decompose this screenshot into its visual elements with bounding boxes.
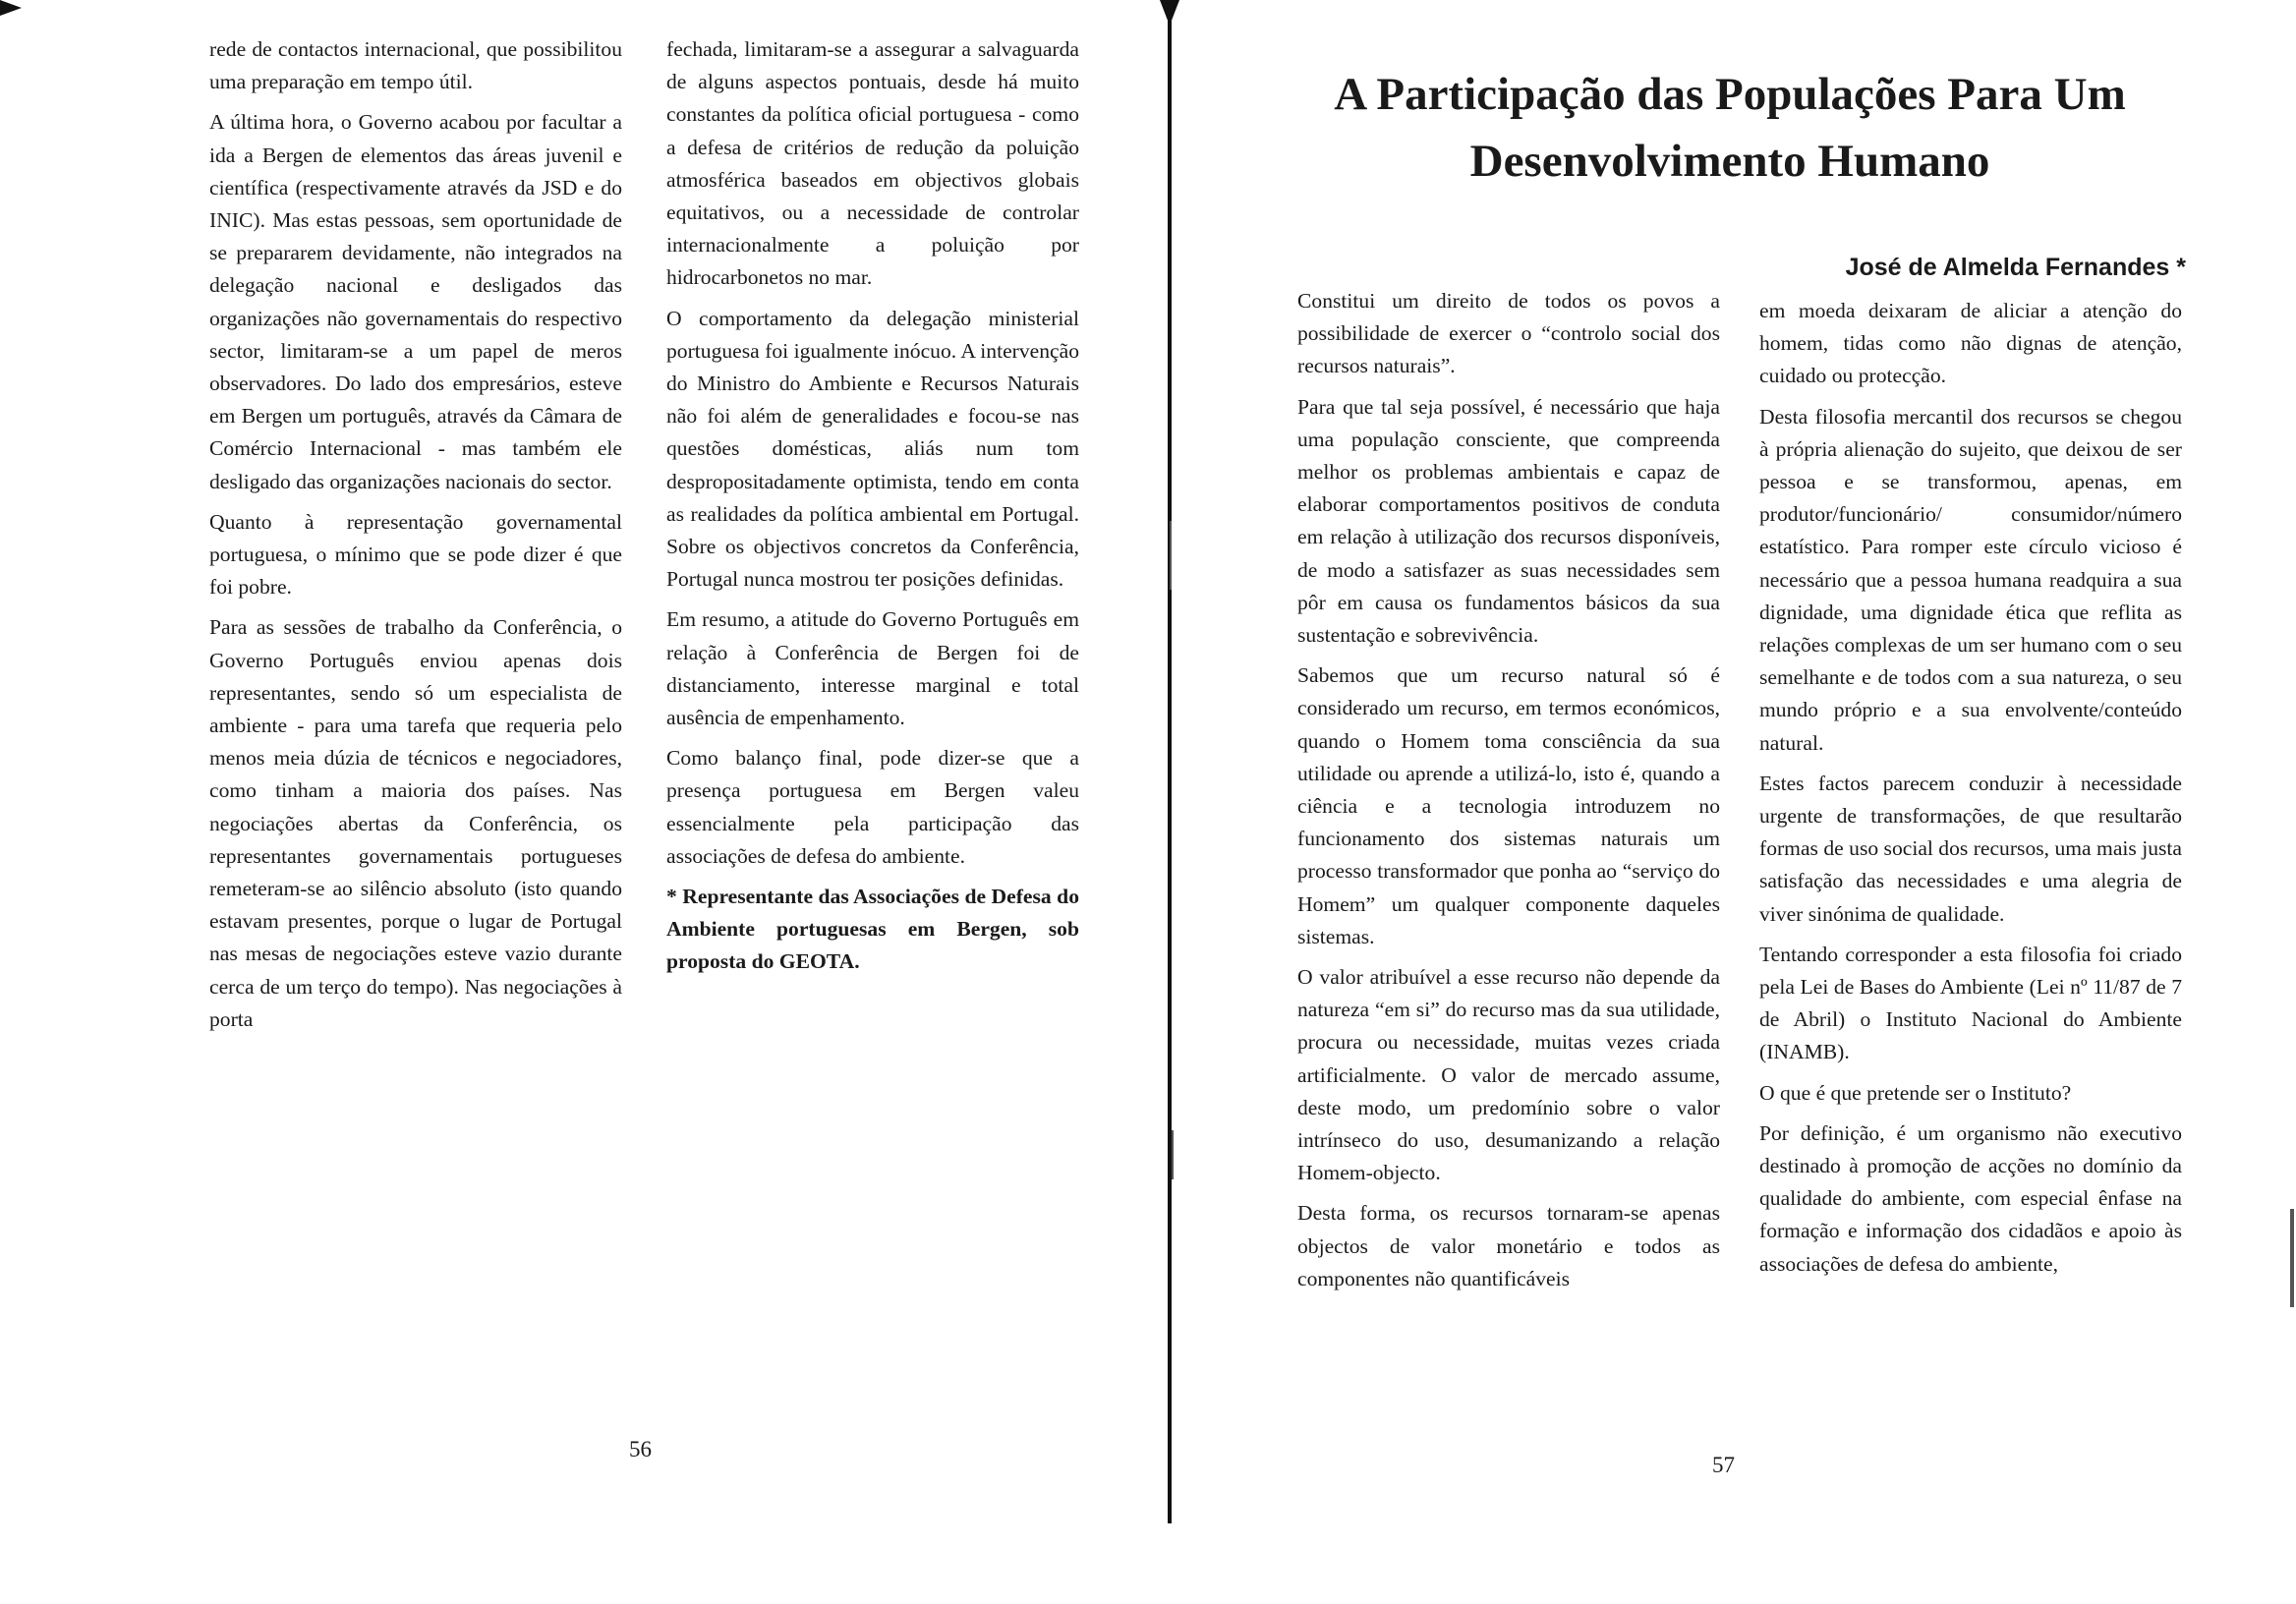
- scan-corner-mark: [0, 0, 22, 16]
- scan-speck: [1172, 1130, 1174, 1179]
- paragraph: Tentando corresponder a esta filosofia foi criado pela Lei de Bases do Ambiente (Lei nº 11/87 de 7 de Abril) o Instituto Nacional do Ambiente (INAMB).: [1759, 942, 2182, 1064]
- paragraph: Para as sessões de trabalho da Conferência, o Governo Português enviou apenas dois representantes, sendo só um especialista de ambiente - para uma tarefa que requeria pelo menos meia dúzia de técnicos e negociadores, como tinham a maioria dos países. Nas negociações abertas da Conferência, os representantes governamentais portugueses remeteram-se ao silêncio absoluto (isto quando estavam presentes, porque o lugar de Portugal nas mesas de negociações esteve vazio durante cerca de um terço do tempo). Nas negociações à porta: [209, 615, 622, 1031]
- paragraph: O comportamento da delegação ministerial portuguesa foi igualmente inócuo. A intervenção do Ministro do Ambiente e Recursos Naturais não foi além de generalidades e focou-se nas questões domésticas, aliás num tom despropositadamente optimista, tendo em conta as realidades da política ambiental em Portugal. Sobre os objectivos concretos da Conferência, Portugal nunca mostrou ter posições definidas.: [666, 306, 1079, 592]
- paragraph: fechada, limitaram-se a assegurar a salvaguarda de alguns aspectos pontuais, desde há muito constantes da política oficial portuguesa - como a defesa de critérios de redução da poluição atmosférica baseados em objectivos globais equitativos, ou a necessidade de controlar internacionalmente a poluição por hidrocarbonetos no mar.: [666, 37, 1079, 290]
- scan-speck: [1170, 521, 1172, 590]
- paragraph: Desta forma, os recursos tornaram-se apenas objectos de valor monetário e todos as componentes não quantificáveis: [1297, 1201, 1720, 1290]
- book-gutter: [1168, 0, 1172, 1523]
- paragraph: Sabemos que um recurso natural só é considerado um recurso, em termos económicos, quando o Homem toma consciência da sua utilidade ou aprende a utilizá-lo, isto é, quando a ciência e a tecnologia introduzem no funcionamento dos sistemas naturais um processo transformador que ponha ao “serviço do Homem” um qualquer componente daqueles sistemas.: [1297, 663, 1720, 948]
- article-author: José de Almelda Fernandes *: [1845, 254, 2186, 281]
- paragraph: A última hora, o Governo acabou por facultar a ida a Bergen de elementos das áreas juvenil e científica (respectivamente através da JSD e do INIC). Mas estas pessoas, sem oportunidade de se prepararem devidamente, não integrados na delegação nacional e desligados das organizações não governamentais do respectivo sector, limitaram-se a um papel de meros observadores. Do lado dos empresários, esteve em Bergen um português, através da Câmara de Comércio Internacional - mas também ele desligado das organizações nacionais do sector.: [209, 110, 622, 493]
- left-page-column-1: [209, 33, 622, 1044]
- right-page-column-1: [1297, 285, 1720, 1303]
- paragraph: Estes factos parecem conduzir à necessidade urgente de transformações, de que resultarão formas de uso social dos recursos, uma mais justa satisfação das necessidades e uma alegria de viver sinónima de qualidade.: [1759, 771, 2182, 926]
- page-number-left: 56: [629, 1437, 652, 1461]
- paragraph: Como balanço final, pode dizer-se que a presença portuguesa em Bergen valeu essencialmente pela participação das associações de defesa do ambiente.: [666, 746, 1079, 868]
- right-page-column-2: [1759, 295, 2182, 1289]
- page-number-right: 57: [1712, 1453, 1735, 1477]
- paragraph: Constitui um direito de todos os povos a possibilidade de exercer o “controlo social dos recursos naturais”.: [1297, 289, 1720, 378]
- paragraph: Quanto à representação governamental portuguesa, o mínimo que se pode dizer é que foi pobre.: [209, 509, 622, 600]
- footnote: * Representante das Associações de Defesa do Ambiente portuguesas em Bergen, sob proposta do GEOTA.: [666, 885, 1079, 974]
- left-page-column-2: [666, 33, 1079, 987]
- paragraph: em moeda deixaram de aliciar a atenção do homem, tidas como não dignas de atenção, cuidado ou protecção.: [1759, 299, 2182, 388]
- paragraph: O valor atribuível a esse recurso não depende da natureza “em si” do recurso mas da sua utilidade, procura ou necessidade, muitas vezes criada artificialmente. O valor de mercado assume, deste modo, um predomínio sobre o valor intrínseco do uso, desumanizando a relação Homem-objecto.: [1297, 965, 1720, 1185]
- paragraph: Para que tal seja possível, é necessário que haja uma população consciente, que compreenda melhor os problemas ambientais e capaz de elaborar comportamentos positivos de conduta em relação à utilização dos recursos disponíveis, de modo a satisfazer as suas necessidades sem pôr em causa os fundamentos básicos da sua sustentação e sobrevivência.: [1297, 394, 1720, 648]
- article-title: A Participação das Populações Para Um Desenvolvimento Humano: [1334, 69, 2126, 187]
- scan-edge-mark: [2290, 1209, 2294, 1307]
- paragraph: rede de contactos internacional, que possibilitou uma preparação em tempo útil.: [209, 37, 622, 94]
- paragraph: O que é que pretende ser o Instituto?: [1759, 1080, 2072, 1105]
- paragraph: Em resumo, a atitude do Governo Português em relação à Conferência de Bergen foi de distanciamento, interesse marginal e total ausência de empenhamento.: [666, 607, 1079, 730]
- paragraph: Por definição, é um organismo não executivo destinado à promoção de acções no domínio da qualidade do ambiente, com especial ênfase na formação e informação dos cidadãos e apoio às associações de defesa do ambiente,: [1759, 1120, 2182, 1276]
- paragraph: Desta filosofia mercantil dos recursos se chegou à própria alienação do sujeito, que deixou de ser pessoa e se transformou, apenas, em produtor/funcionário/ consumidor/número estatístico. Para romper este círculo vicioso é necessário que a pessoa humana readquira a sua dignidade, uma dignidade ética que reflita as relações complexas de um ser humano com o seu semelhante e de todos com a sua natureza, o seu mundo próprio e a sua envolvente/conteúdo natural.: [1759, 404, 2182, 755]
